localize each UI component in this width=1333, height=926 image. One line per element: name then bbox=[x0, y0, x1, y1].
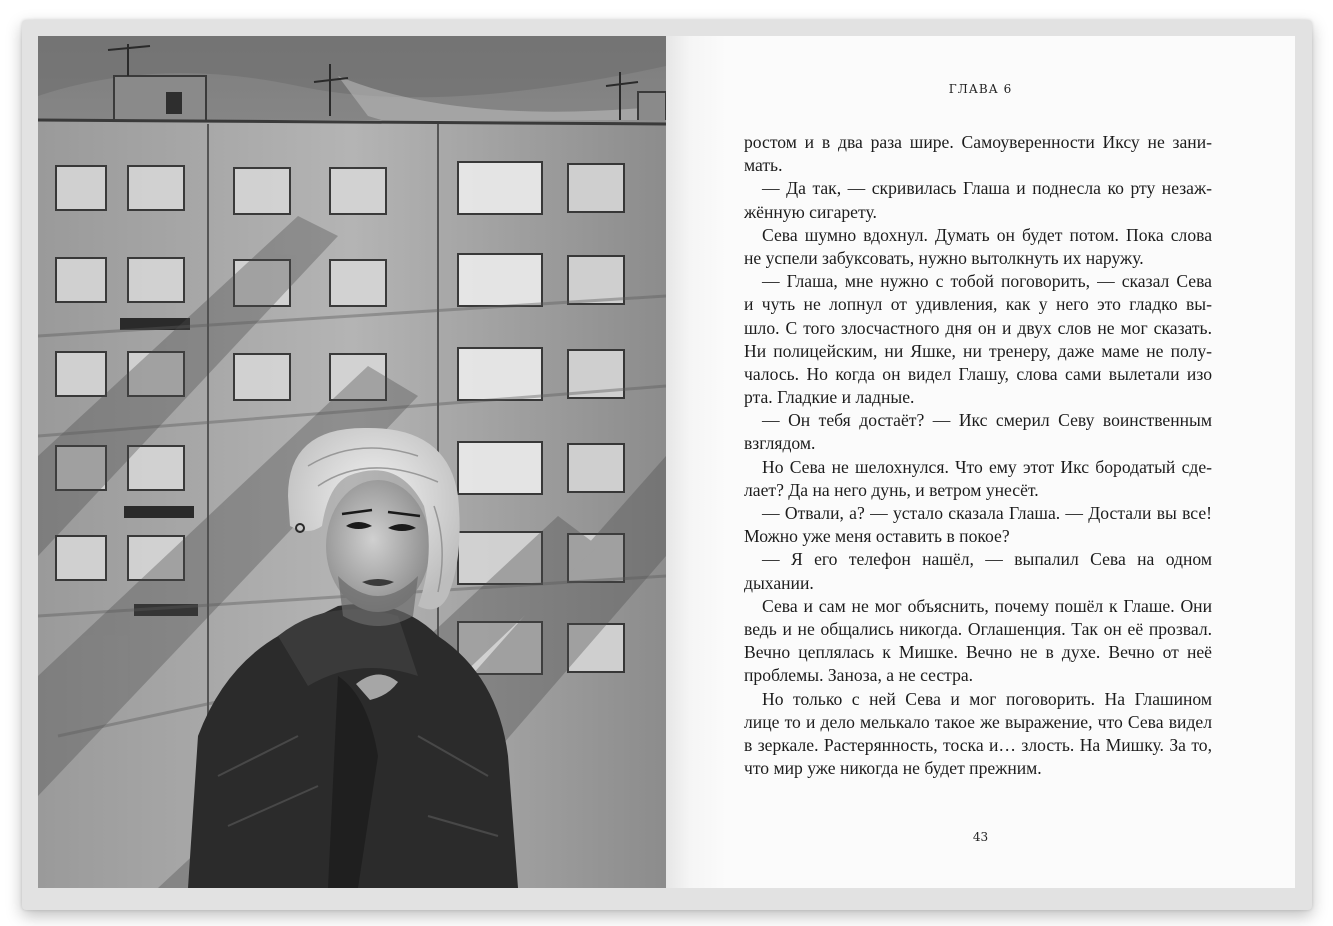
text-line: дыхании. bbox=[744, 572, 814, 593]
text-line: Но только с ней Сева и мог поговорить. На Глашином bbox=[762, 688, 1212, 709]
text-line: ростом и в два раза шире. Самоуверенности Иксу не зани- bbox=[744, 132, 1212, 152]
text-line: Можно уже меня оставить в покое? bbox=[744, 526, 1010, 547]
text-line: жённую сигарету. bbox=[744, 201, 877, 222]
text-line: чалось. Но когда он видел Глашу, слова сами вылетали изо bbox=[744, 363, 1212, 384]
illustration bbox=[38, 36, 666, 888]
text-line: ведь и не общались никогда. Оглашенция. Так он её прозвал. bbox=[744, 618, 1212, 639]
illustration-page bbox=[38, 36, 666, 888]
page-number: 43 bbox=[972, 830, 989, 844]
text-line: лице то и дело мелькало такое же выражение, что Сева видел bbox=[744, 711, 1212, 732]
text-line: Сева шумно вдохнул. Думать он будет потом. Пока слова bbox=[762, 224, 1212, 245]
text-line: и чуть не лопнул от удивления, как у него это гладко вы- bbox=[744, 294, 1212, 315]
text-line: Но Сева не шелохнулся. Что ему этот Икс бородатый сде- bbox=[762, 456, 1212, 477]
text-line: — Глаша, мне нужно с тобой поговорить, — сказал Сева bbox=[762, 271, 1212, 292]
text-line: что мир уже никогда не будет прежним. bbox=[744, 758, 1042, 779]
body-text bbox=[744, 131, 1212, 780]
text-line: — Я его телефон нашёл, — выпалил Сева на одном bbox=[762, 549, 1212, 570]
text-line: лает? Да на него дунь, и ветром унесёт. bbox=[744, 479, 1039, 500]
text-line: рта. Гладкие и ладные. bbox=[744, 387, 915, 408]
text-line: в зеркале. Растерянность, тоска и… злость. На Мишку. За то, bbox=[744, 734, 1212, 755]
text-line: Вечно цеплялась к Мишке. Вечно не в духе. Вечно от неё bbox=[744, 642, 1212, 663]
text-line: мать. bbox=[744, 155, 783, 176]
text-line: взглядом. bbox=[744, 433, 816, 454]
chapter-title: ГЛАВА 6 bbox=[948, 82, 1013, 96]
text-line: проблемы. Заноза, а не сестра. bbox=[744, 665, 974, 686]
text-line: — Отвали, а? — устало сказала Глаша. — Достали вы все! bbox=[762, 503, 1212, 523]
text-line: Ни полицейским, ни Яшке, ни тренеру, даже маме не полу- bbox=[744, 340, 1212, 361]
text-line: Сева и сам не мог объяснить, почему пошёл к Глаше. Они bbox=[762, 595, 1212, 616]
text-line: шло. С того злосчастного дня он и двух слов не мог сказать. bbox=[744, 317, 1212, 338]
text-line: — Он тебя достаёт? — Икс смерил Севу воинственным bbox=[762, 410, 1212, 431]
text-line: не успели забуксовать, нужно вытолкнуть их наружу. bbox=[744, 247, 1144, 268]
text-page bbox=[666, 36, 1295, 888]
text-line: — Да так, — скривилась Глаша и поднесла ко рту незаж- bbox=[762, 178, 1212, 199]
